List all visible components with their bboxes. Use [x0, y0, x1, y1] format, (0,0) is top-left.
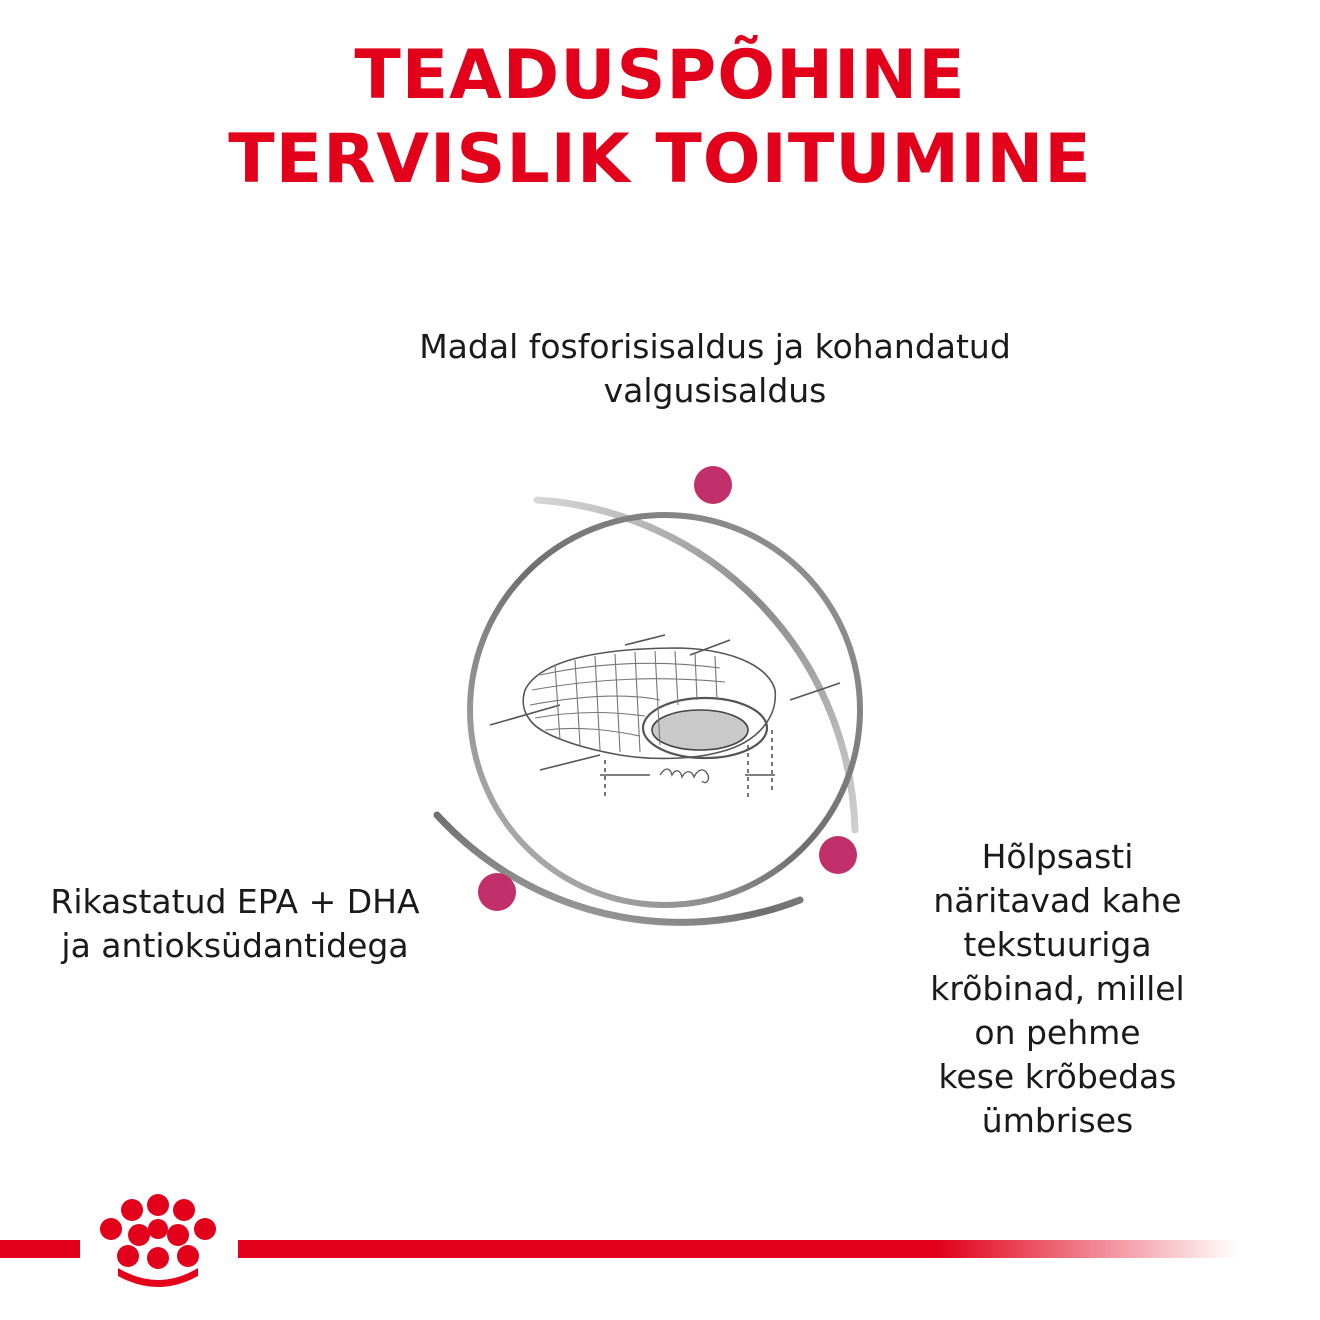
kibble-sketch-icon	[490, 635, 840, 800]
benefit-right-line: näritavad kahe	[933, 881, 1182, 920]
benefit-right-line: tekstuuriga	[963, 925, 1152, 964]
inner-ring	[470, 515, 860, 905]
accent-dot-top	[694, 466, 732, 504]
benefit-top-line: Madal fosforisisaldus ja kohandatud	[419, 327, 1011, 366]
brand-footer	[0, 1180, 1320, 1290]
benefit-right-line: Hõlpsasti	[981, 837, 1134, 876]
benefit-left-line: ja antioksüdantidega	[61, 926, 409, 965]
title-line-2: TERVISLIK TOITUMINE	[228, 120, 1092, 199]
benefit-right-line: kese krõbedas	[938, 1057, 1177, 1096]
accent-dot-right	[819, 836, 857, 874]
benefit-right-line: krõbinad, millel	[930, 969, 1185, 1008]
benefit-top-line: valgusisaldus	[603, 371, 827, 410]
brand-band-right	[238, 1240, 1238, 1258]
benefit-right-line: on pehme	[974, 1013, 1141, 1052]
title-line-1: TEADUSPÕHINE	[354, 36, 966, 115]
benefit-right-line: ümbrises	[981, 1101, 1134, 1140]
accent-dot-left	[478, 873, 516, 911]
benefit-left-line: Rikastatud EPA + DHA	[50, 882, 420, 921]
crown-logo-icon	[100, 1194, 216, 1287]
brand-band-left	[0, 1240, 80, 1258]
